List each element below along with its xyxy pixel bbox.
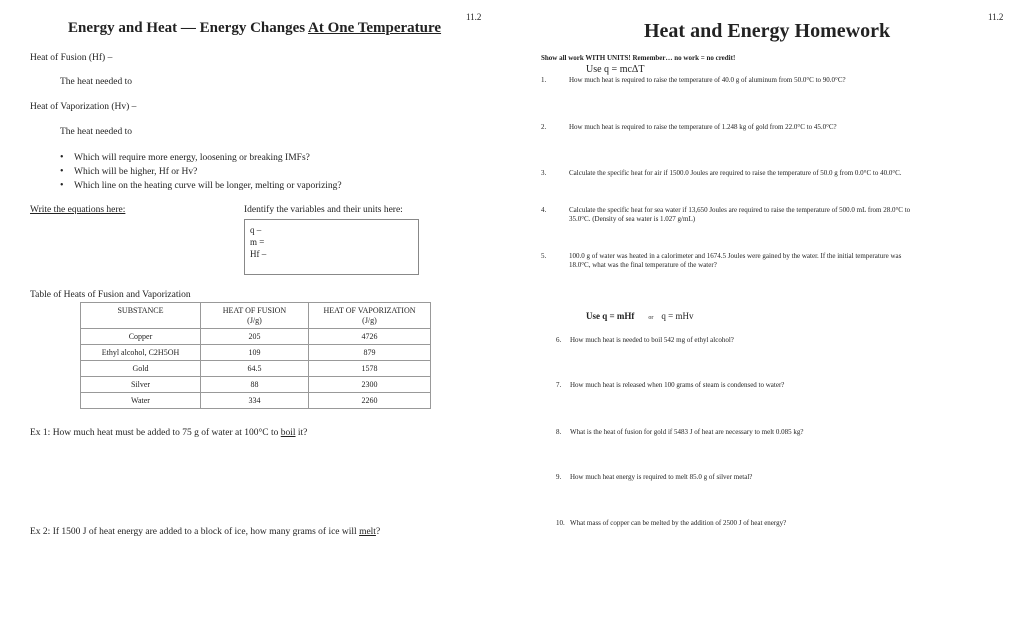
- question-2: 2. How much heat is required to raise the temperature of 1.248 kg of gold from 22.0°C to 45.0°C?: [541, 123, 837, 131]
- question-5-line2: 18.0°C, what was the final temperature of the water?: [569, 261, 717, 269]
- table-caption: Table of Heats of Fusion and Vaporization: [30, 290, 191, 300]
- variables-label: Identify the variables and their units here:: [244, 205, 403, 215]
- title-text: Energy and Heat — Energy Changes: [68, 20, 309, 36]
- page-title: [68, 20, 441, 37]
- table-row: Silver 88 2300: [81, 377, 431, 393]
- variable-q: q –: [250, 225, 262, 235]
- bullet-icon: •: [60, 180, 64, 191]
- title-underlined-text: At One Temperature: [308, 20, 442, 36]
- vaporization-heading: Heat of Vaporization (Hv) –: [30, 102, 137, 112]
- bullet-item: • Which line on the heating curve will be longer, melting or vaporizing?: [60, 180, 342, 191]
- vaporization-definition: The heat needed to: [60, 127, 133, 137]
- bullet-item: • Which will be higher, Hf or Hv?: [60, 166, 198, 177]
- bullet-item: • Which will require more energy, loosening or breaking IMFs?: [60, 152, 310, 163]
- variable-m: m =: [250, 237, 265, 247]
- equations-label: Write the equations here:: [30, 205, 126, 215]
- variable-h: Hf –: [250, 249, 267, 259]
- question-5: 5. 100.0 g of water was heated in a calorimeter and 1674.5 Joules were gained by the water. If the initial temperature was: [541, 252, 902, 260]
- bullet-icon: •: [60, 166, 64, 177]
- question-7: 7. How much heat is released when 100 grams of steam is condensed to water?: [556, 381, 785, 389]
- instructions: Show all work WITH UNITS! Remember… no work = no credit!: [541, 54, 736, 62]
- question-6: 6. How much heat is needed to boil 542 mg of ethyl alcohol?: [556, 336, 734, 344]
- page-title: Heat and Energy Homework: [644, 20, 891, 42]
- use-equation-heat: Use q = mcΔT: [586, 64, 645, 75]
- question-3: 3. Calculate the specific heat for air if 1500.0 Joules are required to raise the temperature of 50.0 g from 0.0°C to 40.0°C.: [541, 169, 902, 177]
- table-row: Ethyl alcohol, C2H5OH 109 879: [81, 345, 431, 361]
- header-vaporization: HEAT OF VAPORIZATION (J/g): [309, 303, 431, 329]
- use-equation-fusion-vaporization: Use q = mHf or q = mHv: [586, 311, 694, 321]
- page-number: 11.2: [988, 12, 1004, 22]
- question-4-line2: 35.0°C. (Density of sea water is 1.027 g/mL): [569, 215, 696, 223]
- variables-box: [244, 219, 419, 275]
- fusion-heading: Heat of Fusion (Hf) –: [30, 53, 113, 63]
- header-fusion: HEAT OF FUSION (J/g): [201, 303, 309, 329]
- example-2: Ex 2: If 1500 J of heat energy are added to a block of ice, how many grams of ice will melt?: [30, 527, 381, 537]
- bullet-icon: •: [60, 152, 64, 163]
- table-row: Gold 64.5 1578: [81, 361, 431, 377]
- example-1: Ex 1: How much heat must be added to 75 g of water at 100°C to boil it?: [30, 428, 308, 438]
- table-header-row: [81, 303, 431, 329]
- left-page: [0, 0, 500, 636]
- question-1: 1. How much heat is required to raise the temperature of 40.0 g of aluminum from 50.0°C to 90.0°C?: [541, 76, 846, 84]
- page-number: 11.2: [466, 12, 482, 22]
- question-10: 10. What mass of copper can be melted by the addition of 2500 J of heat energy?: [556, 519, 787, 527]
- table-row: Copper 205 4726: [81, 329, 431, 345]
- fusion-definition: The heat needed to: [60, 77, 133, 87]
- question-9: 9. How much heat energy is required to melt 85.0 g of silver metal?: [556, 473, 753, 481]
- table-row: Water 334 2260: [81, 393, 431, 409]
- heats-table: [80, 302, 431, 409]
- header-substance: SUBSTANCE: [81, 303, 201, 329]
- question-4: 4. Calculate the specific heat for sea water if 13,650 Joules are required to raise the temperature of 500.0 mL from 28.0°C to: [541, 206, 911, 214]
- question-bullets: [60, 152, 342, 194]
- question-8: 8. What is the heat of fusion for gold if 5483 J of heat are necessary to melt 0.085 kg?: [556, 428, 804, 436]
- right-page: [510, 0, 1024, 636]
